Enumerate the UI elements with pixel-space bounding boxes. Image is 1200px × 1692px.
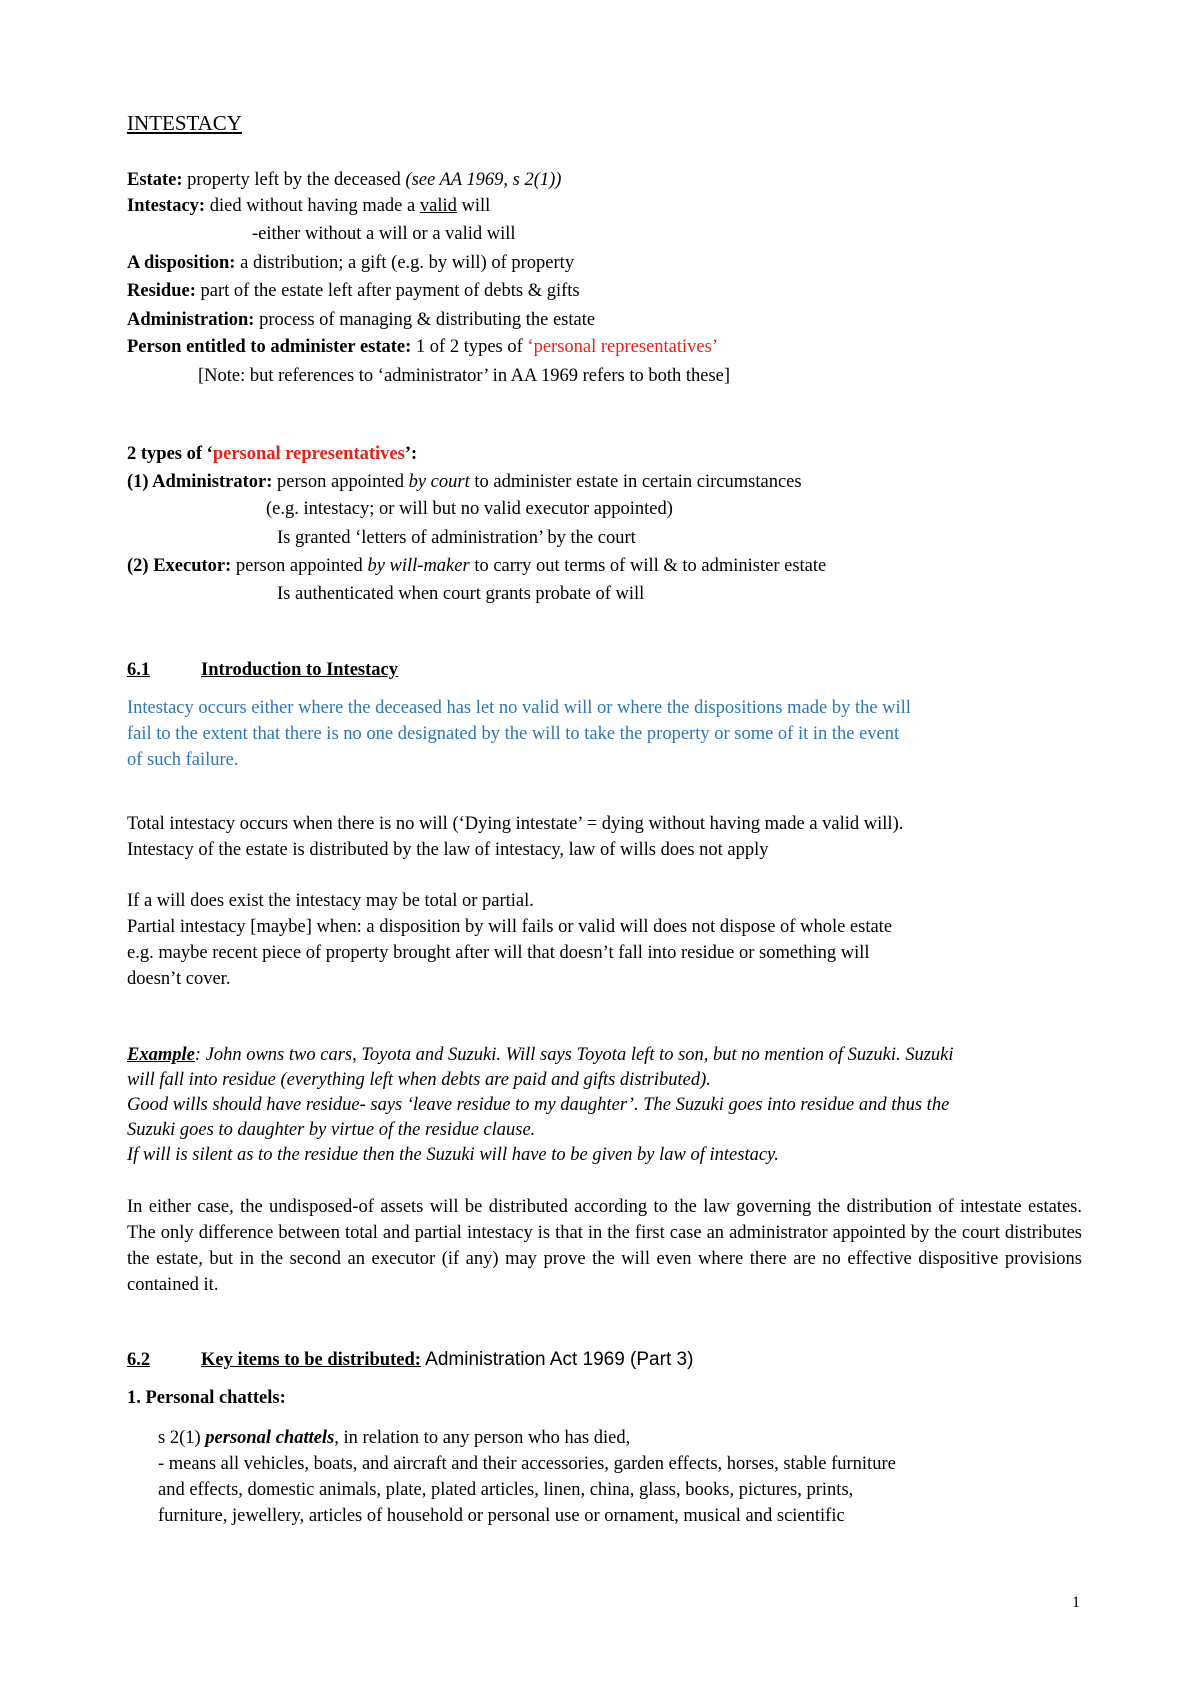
definition-text: will <box>456 196 491 216</box>
statute-reference: (see AA 1969, s 2(1)) <box>405 170 562 190</box>
definition-line: and effects, domestic animals, plate, plated articles, linen, china, glass, books, pictures, prints, <box>158 1480 854 1500</box>
emphasis-text: by will-maker <box>367 556 470 576</box>
highlight-red: ‘personal representatives’ <box>527 337 718 357</box>
example-text: : John owns two cars, Toyota and Suzuki. Will says Toyota left to son, but no mention of Suzuki. Suzuki <box>194 1045 954 1065</box>
definition-residue <box>127 279 580 303</box>
type-executor <box>127 554 826 578</box>
example-line <box>127 1043 954 1067</box>
blue-paragraph-line: fail to the extent that there is no one designated by the will to take the property or some of it in the event <box>127 724 900 744</box>
types-heading <box>127 442 417 466</box>
partial-intestacy-line: e.g. maybe recent piece of property brought after will that doesn’t fall into residue or something will <box>127 943 870 963</box>
executor-sub: Is authenticated when court grants probate of will <box>277 584 645 604</box>
definition-text: died without having made a <box>205 196 420 216</box>
definition-text: person appointed <box>231 556 368 576</box>
definition-administration <box>127 308 595 332</box>
section-2-1-line <box>158 1426 630 1450</box>
definition-text: person appointed <box>272 472 409 492</box>
section-title: Introduction to Intestacy <box>201 660 398 680</box>
definition-term: Person entitled to administer estate: <box>127 337 412 357</box>
definition-disposition <box>127 251 574 275</box>
definition-intestacy <box>127 194 490 218</box>
example-label: Example <box>127 1045 195 1065</box>
note-text: [Note: but references to ‘administrator’ in AA 1969 refers to both these] <box>198 366 731 386</box>
section-heading-6-1 <box>127 658 398 682</box>
definition-text: property left by the deceased <box>182 170 406 190</box>
definition-intestacy-sub: -either without a will or a valid will <box>252 224 516 244</box>
either-case-paragraph: In either case, the undisposed-of assets will be distributed according to the law governing the distribution of intestate estates. The only difference between total and partial intestacy is that in the first case an administrator appointed by the court distributes the estate, but in the second an executor (if any) may prove the will even where there are no effective dispositive provisions contained it. <box>127 1197 1082 1295</box>
administrator-sub-2: Is granted ‘letters of administration’ by the court <box>277 528 636 548</box>
partial-intestacy-line: If a will does exist the intestacy may be total or partial. <box>127 891 534 911</box>
definition-text: a distribution; a gift (e.g. by will) of property <box>235 253 575 273</box>
type-administrator <box>127 470 802 494</box>
section-heading-6-2 <box>127 1348 693 1372</box>
definition-text: 1 of 2 types of <box>411 337 528 357</box>
definition-estate <box>127 168 561 192</box>
blue-paragraph-line: of such failure. <box>127 750 239 770</box>
clause-text: s 2(1) <box>158 1428 206 1448</box>
definition-line: furniture, jewellery, articles of household or personal use or ornament, musical and scientific <box>158 1506 845 1526</box>
definition-line: - means all vehicles, boats, and aircraft and their accessories, garden effects, horses, stable furniture <box>158 1454 896 1474</box>
blue-paragraph-line: Intestacy occurs either where the deceased has let no valid will or where the dispositions made by the will <box>127 698 911 718</box>
example-line: Good wills should have residue- says ‘leave residue to my daughter’. The Suzuki goes into residue and thus the <box>127 1095 950 1115</box>
definition-text: to administer estate in certain circumstances <box>469 472 802 492</box>
total-intestacy-line: Intestacy of the estate is distributed by the law of intestacy, law of wills does not apply <box>127 840 769 860</box>
highlight-red: personal representatives <box>212 444 405 464</box>
list-item-personal-chattels: 1. Personal chattels: <box>127 1388 286 1408</box>
administrator-sub-1: (e.g. intestacy; or will but no valid executor appointed) <box>266 499 673 519</box>
section-number: 6.1 <box>127 660 151 680</box>
definition-term: (1) Administrator: <box>127 472 273 492</box>
definition-term: Administration: <box>127 310 255 330</box>
underlined-word: valid <box>419 196 457 216</box>
page-title: INTESTACY <box>127 111 242 135</box>
partial-intestacy-line: Partial intestacy [maybe] when: a disposition by will fails or valid will does not dispose of whole estate <box>127 917 893 937</box>
definition-text: to carry out terms of will & to administer estate <box>469 556 827 576</box>
page-number: 1 <box>1072 1594 1080 1611</box>
heading-text: ’: <box>404 444 418 464</box>
partial-intestacy-line: doesn’t cover. <box>127 969 231 989</box>
heading-text: 2 types of ‘ <box>127 444 213 464</box>
total-intestacy-line: Total intestacy occurs when there is no will (‘Dying intestate’ = dying without having made a valid will). <box>127 814 904 834</box>
definition-term: Residue: <box>127 281 196 301</box>
example-line: will fall into residue (everything left when debts are paid and gifts distributed). <box>127 1070 711 1090</box>
section-number: 6.2 <box>127 1350 151 1370</box>
definition-term: (2) Executor: <box>127 556 232 576</box>
emphasis-text: by court <box>408 472 470 492</box>
clause-text: , in relation to any person who has died, <box>334 1428 631 1448</box>
definition-term: Estate: <box>127 170 183 190</box>
section-title: Key items to be distributed: <box>201 1350 421 1370</box>
definition-text: process of managing & distributing the estate <box>254 310 596 330</box>
example-line: Suzuki goes to daughter by virtue of the residue clause. <box>127 1120 536 1140</box>
definition-entitled <box>127 335 718 359</box>
example-line: If will is silent as to the residue then the Suzuki will have to be given by law of intestacy. <box>127 1145 779 1165</box>
defined-term: personal chattels <box>205 1428 335 1448</box>
act-reference: Administration Act 1969 (Part 3) <box>420 1349 694 1370</box>
definition-term: A disposition: <box>127 253 236 273</box>
definition-term: Intestacy: <box>127 196 206 216</box>
definition-text: part of the estate left after payment of debts & gifts <box>195 281 580 301</box>
